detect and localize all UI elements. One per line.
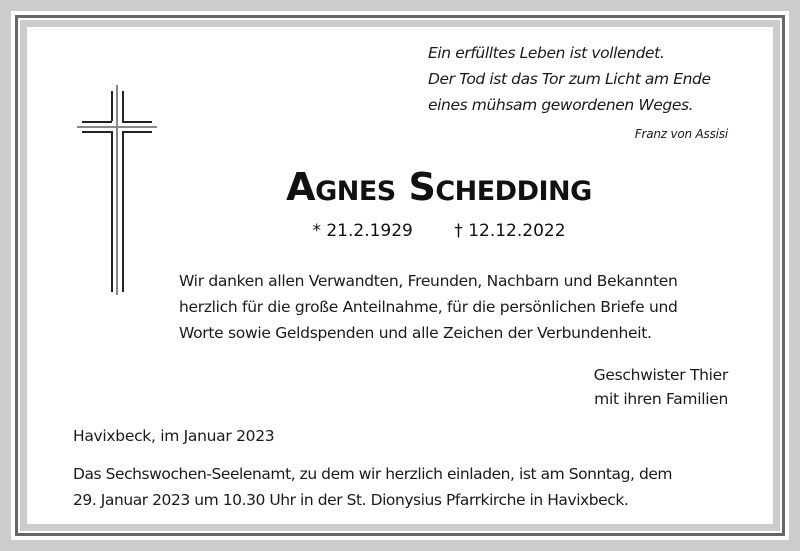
service-line: 29. Januar 2023 um 10.30 Uhr in der St. Dionysius Pfarrkirche in Havixbeck.: [73, 491, 629, 509]
signature-line: Geschwister Thier: [593, 366, 728, 384]
motto-author: Franz von Assisi: [634, 127, 728, 141]
thanks-line: Worte sowie Geldspenden und alle Zeichen der Verbundenheit.: [179, 324, 652, 342]
thanks-line: Wir danken allen Verwandten, Freunden, Nachbarn und Bekannten: [179, 272, 678, 290]
signature-line: mit ihren Familien: [594, 390, 728, 408]
motto-line: Der Tod ist das Tor zum Licht am Ende: [428, 70, 711, 88]
service-announcement: [73, 461, 743, 513]
birth-date: * 21.2.1929: [312, 221, 413, 241]
life-dates: [180, 219, 698, 243]
place-date: Havixbeck, im Januar 2023: [73, 427, 275, 445]
signature: [520, 363, 728, 411]
thanks-text: [179, 268, 739, 346]
death-date: † 12.12.2022: [454, 221, 566, 241]
deceased-name: Agnes Schedding: [286, 165, 592, 209]
motto-line: eines mühsam gewordenen Weges.: [428, 96, 694, 114]
motto-quote: [428, 40, 728, 118]
service-line: Das Sechswochen-Seelenamt, zu dem wir herzlich einladen, ist am Sonntag, dem: [73, 465, 673, 483]
motto-line: Ein erfülltes Leben ist vollendet.: [428, 44, 665, 62]
thanks-line: herzlich für die große Anteilnahme, für die persönlichen Briefe und: [179, 298, 678, 316]
